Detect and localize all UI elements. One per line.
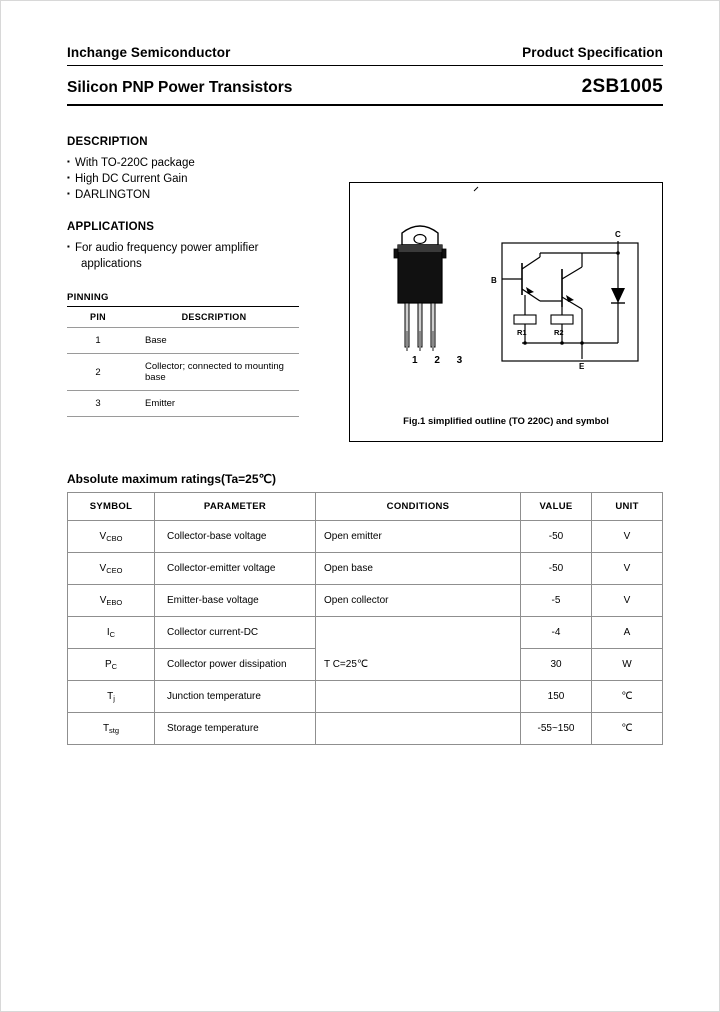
svg-text:R2: R2 (554, 328, 564, 337)
title-divider (67, 104, 663, 106)
figure-caption: Fig.1 simplified outline (TO 220C) and symbol (403, 416, 609, 427)
table-header-row (68, 493, 663, 521)
col-conditions: CONDITIONS (316, 493, 521, 521)
conditions-cell: T C=25℃ (316, 649, 521, 681)
parameter-cell: Junction temperature (155, 681, 316, 713)
symbol-text: I (106, 627, 110, 638)
symbol-subscript: CBO (106, 534, 123, 543)
symbol-text: T (102, 723, 110, 734)
symbol-cell (68, 553, 155, 585)
table-header-row (67, 307, 299, 328)
pin-description: Base (129, 328, 299, 354)
figure-graphic (350, 183, 662, 441)
parameter-cell: Emitter-base voltage (155, 585, 316, 617)
symbol-text: T (107, 691, 114, 702)
col-symbol: SYMBOL (68, 493, 155, 521)
pin-description: Emitter (129, 391, 299, 417)
unit-cell: W (592, 649, 663, 681)
symbol-subscript: CEO (106, 566, 123, 575)
conditions-cell (316, 713, 521, 745)
page-content (67, 45, 663, 745)
applications-heading: APPLICATIONS (67, 221, 155, 233)
description-list (67, 155, 317, 203)
symbol-cell (68, 649, 155, 681)
table-row (67, 354, 299, 391)
table-row (68, 713, 663, 745)
unit-cell: V (592, 521, 663, 553)
applications-item-1-cont: applications (81, 258, 142, 270)
unit-cell: V (592, 553, 663, 585)
parameter-cell: Collector current-DC (155, 617, 316, 649)
header-divider (67, 65, 663, 66)
pin-number: 2 (67, 354, 129, 391)
pinning-section (67, 292, 299, 417)
svg-text:E: E (579, 362, 585, 371)
col-unit: UNIT (592, 493, 663, 521)
table-row (68, 521, 663, 553)
left-column (67, 136, 317, 417)
table-row (67, 391, 299, 417)
value-cell: -55~150 (521, 713, 592, 745)
conditions-cell (316, 681, 521, 713)
description-heading: DESCRIPTION (67, 136, 148, 148)
title-row (67, 76, 663, 98)
table-row (68, 585, 663, 617)
symbol-cell (68, 617, 155, 649)
abs-max-title: Absolute maximum ratings(Ta=25℃) (67, 472, 276, 486)
symbol-cell (68, 681, 155, 713)
spacer (67, 203, 317, 221)
page-header (67, 45, 663, 60)
applications-list (67, 240, 317, 272)
symbol-subscript: stg (109, 726, 120, 735)
page-title: Silicon PNP Power Transistors (67, 79, 293, 96)
pinning-caption: PINNING (67, 292, 109, 303)
symbol-subscript: C (111, 662, 118, 671)
parameter-cell: Storage temperature (155, 713, 316, 745)
value-cell: -50 (521, 521, 592, 553)
table-row (68, 553, 663, 585)
pin-number: 3 (67, 391, 129, 417)
list-item (67, 171, 317, 187)
parameter-cell: Collector-base voltage (155, 521, 316, 553)
list-item (67, 155, 317, 171)
to220c-outline-and-schematic-svg (350, 183, 662, 441)
symbol-subscript: C (109, 630, 116, 639)
part-number: 2SB1005 (581, 76, 663, 97)
table-row (67, 328, 299, 354)
pin-description: Collector; connected to mounting base (129, 354, 299, 391)
description-item-2: High DC Current Gain (75, 173, 188, 185)
pinning-col-pin: PIN (67, 307, 129, 328)
table-row (68, 649, 663, 681)
symbol-cell (68, 713, 155, 745)
applications-item-1: For audio frequency power amplifier (75, 242, 259, 254)
package-pin-labels: 1 2 3 (412, 355, 470, 366)
symbol-cell (68, 585, 155, 617)
symbol-text: P (104, 659, 112, 670)
value-cell: -50 (521, 553, 592, 585)
description-item-1: With TO-220C package (75, 157, 195, 169)
symbol-cell (68, 521, 155, 553)
document-type: Product Specification (522, 45, 663, 60)
unit-cell: A (592, 617, 663, 649)
pinning-col-description: DESCRIPTION (129, 307, 299, 328)
list-item (67, 187, 317, 203)
table-row (68, 681, 663, 713)
figure-package-and-symbol (349, 182, 663, 442)
unit-cell: V (592, 585, 663, 617)
table-row (68, 617, 663, 649)
description-item-3: DARLINGTON (75, 189, 151, 201)
value-cell: -5 (521, 585, 592, 617)
symbol-subscript: EBO (106, 598, 123, 607)
col-value: VALUE (521, 493, 592, 521)
svg-text:C: C (615, 230, 621, 239)
symbol-text: V (99, 595, 107, 606)
parameter-cell: Collector power dissipation (155, 649, 316, 681)
conditions-cell (316, 617, 521, 649)
col-parameter: PARAMETER (155, 493, 316, 521)
svg-text:B: B (491, 276, 497, 285)
list-item (67, 240, 317, 272)
body-area (67, 136, 663, 446)
pin-number: 1 (67, 328, 129, 354)
value-cell: 150 (521, 681, 592, 713)
value-cell: -4 (521, 617, 592, 649)
pinning-table (67, 306, 299, 417)
parameter-cell: Collector-emitter voltage (155, 553, 316, 585)
company-name: Inchange Semiconductor (67, 45, 231, 60)
unit-cell: ℃ (592, 713, 663, 745)
svg-text:R1: R1 (517, 328, 527, 337)
value-cell: 30 (521, 649, 592, 681)
abs-max-table (67, 492, 663, 745)
conditions-cell: Open emitter (316, 521, 521, 553)
symbol-subscript: j (113, 694, 115, 703)
symbol-text: V (99, 531, 107, 542)
symbol-text: V (99, 563, 107, 574)
unit-cell: ℃ (592, 681, 663, 713)
conditions-cell: Open base (316, 553, 521, 585)
conditions-cell: Open collector (316, 585, 521, 617)
